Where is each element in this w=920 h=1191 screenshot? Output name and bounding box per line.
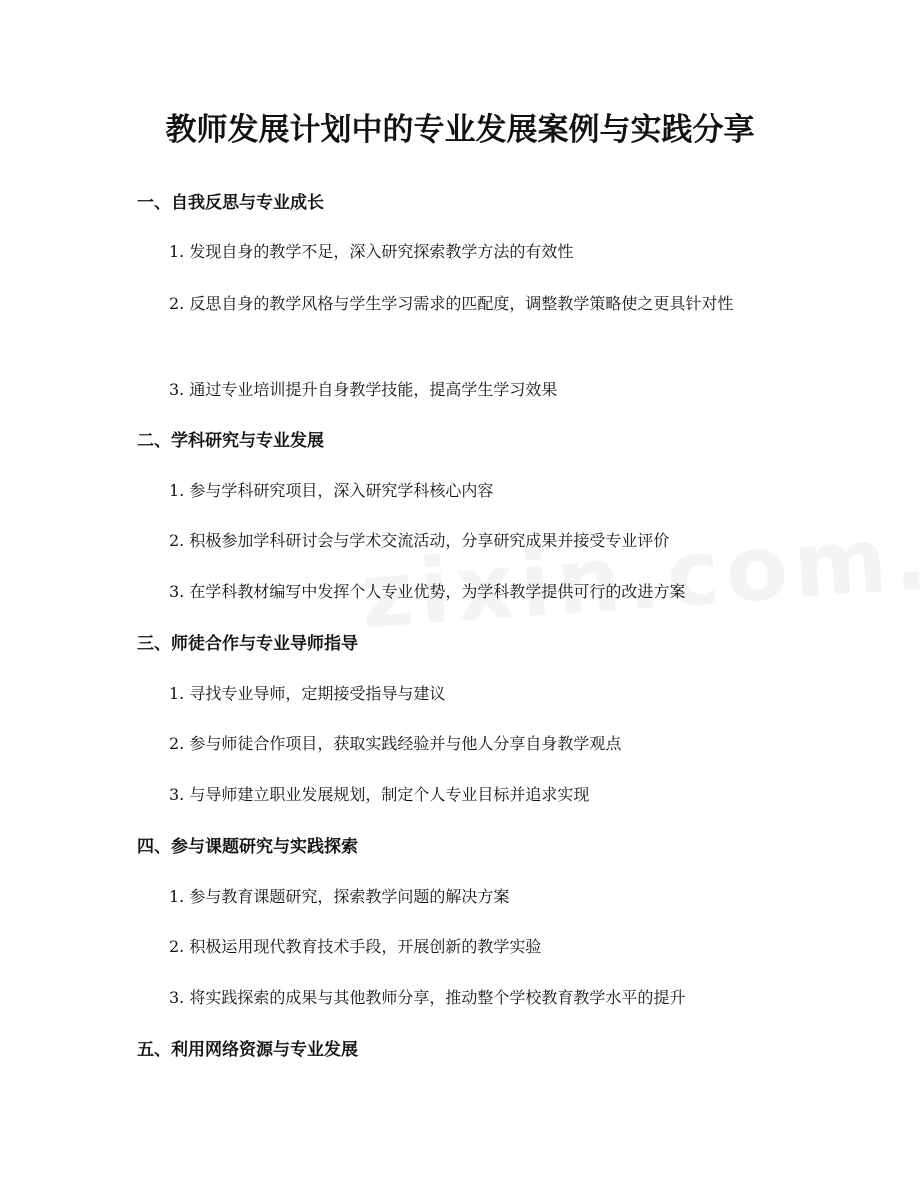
section-4-item-3: 3. 将实践探索的成果与其他教师分享，推动整个学校教育教学水平的提升 xyxy=(169,988,686,1007)
section-2-item-2: 2. 积极参加学科研讨会与学术交流活动，分享研究成果并接受专业评价 xyxy=(169,531,670,550)
section-heading-3: 三、师徒合作与专业导师指导 xyxy=(137,634,358,654)
section-heading-1: 一、自我反思与专业成长 xyxy=(137,193,324,213)
section-heading-4: 四、参与课题研究与实践探索 xyxy=(137,837,358,857)
document-title: 教师发展计划中的专业发展案例与实践分享 xyxy=(165,112,755,148)
section-3-item-1: 1. 寻找专业导师，定期接受指导与建议 xyxy=(169,684,446,703)
section-1-item-2: 2. 反思自身的教学风格与学生学习需求的匹配度，调整教学策略使之更具针对性 xyxy=(169,294,734,313)
section-4-item-1: 1. 参与教育课题研究，探索教学问题的解决方案 xyxy=(169,887,510,906)
section-3-item-3: 3. 与导师建立职业发展规划，制定个人专业目标并追求实现 xyxy=(169,785,590,804)
section-1-item-3: 3. 通过专业培训提升自身教学技能，提高学生学习效果 xyxy=(169,380,558,399)
section-heading-2: 二、学科研究与专业发展 xyxy=(137,431,324,451)
section-4-item-2: 2. 积极运用现代教育技术手段，开展创新的教学实验 xyxy=(169,937,542,956)
section-1-item-1: 1. 发现自身的教学不足，深入研究探索教学方法的有效性 xyxy=(169,242,574,261)
section-2-item-1: 1. 参与学科研究项目，深入研究学科核心内容 xyxy=(169,481,494,500)
section-3-item-2: 2. 参与师徒合作项目，获取实践经验并与他人分享自身教学观点 xyxy=(169,734,622,753)
watermark xyxy=(357,496,920,650)
section-heading-5: 五、利用网络资源与专业发展 xyxy=(137,1040,358,1060)
section-2-item-3: 3. 在学科教材编写中发挥个人专业优势，为学科教学提供可行的改进方案 xyxy=(169,582,686,601)
